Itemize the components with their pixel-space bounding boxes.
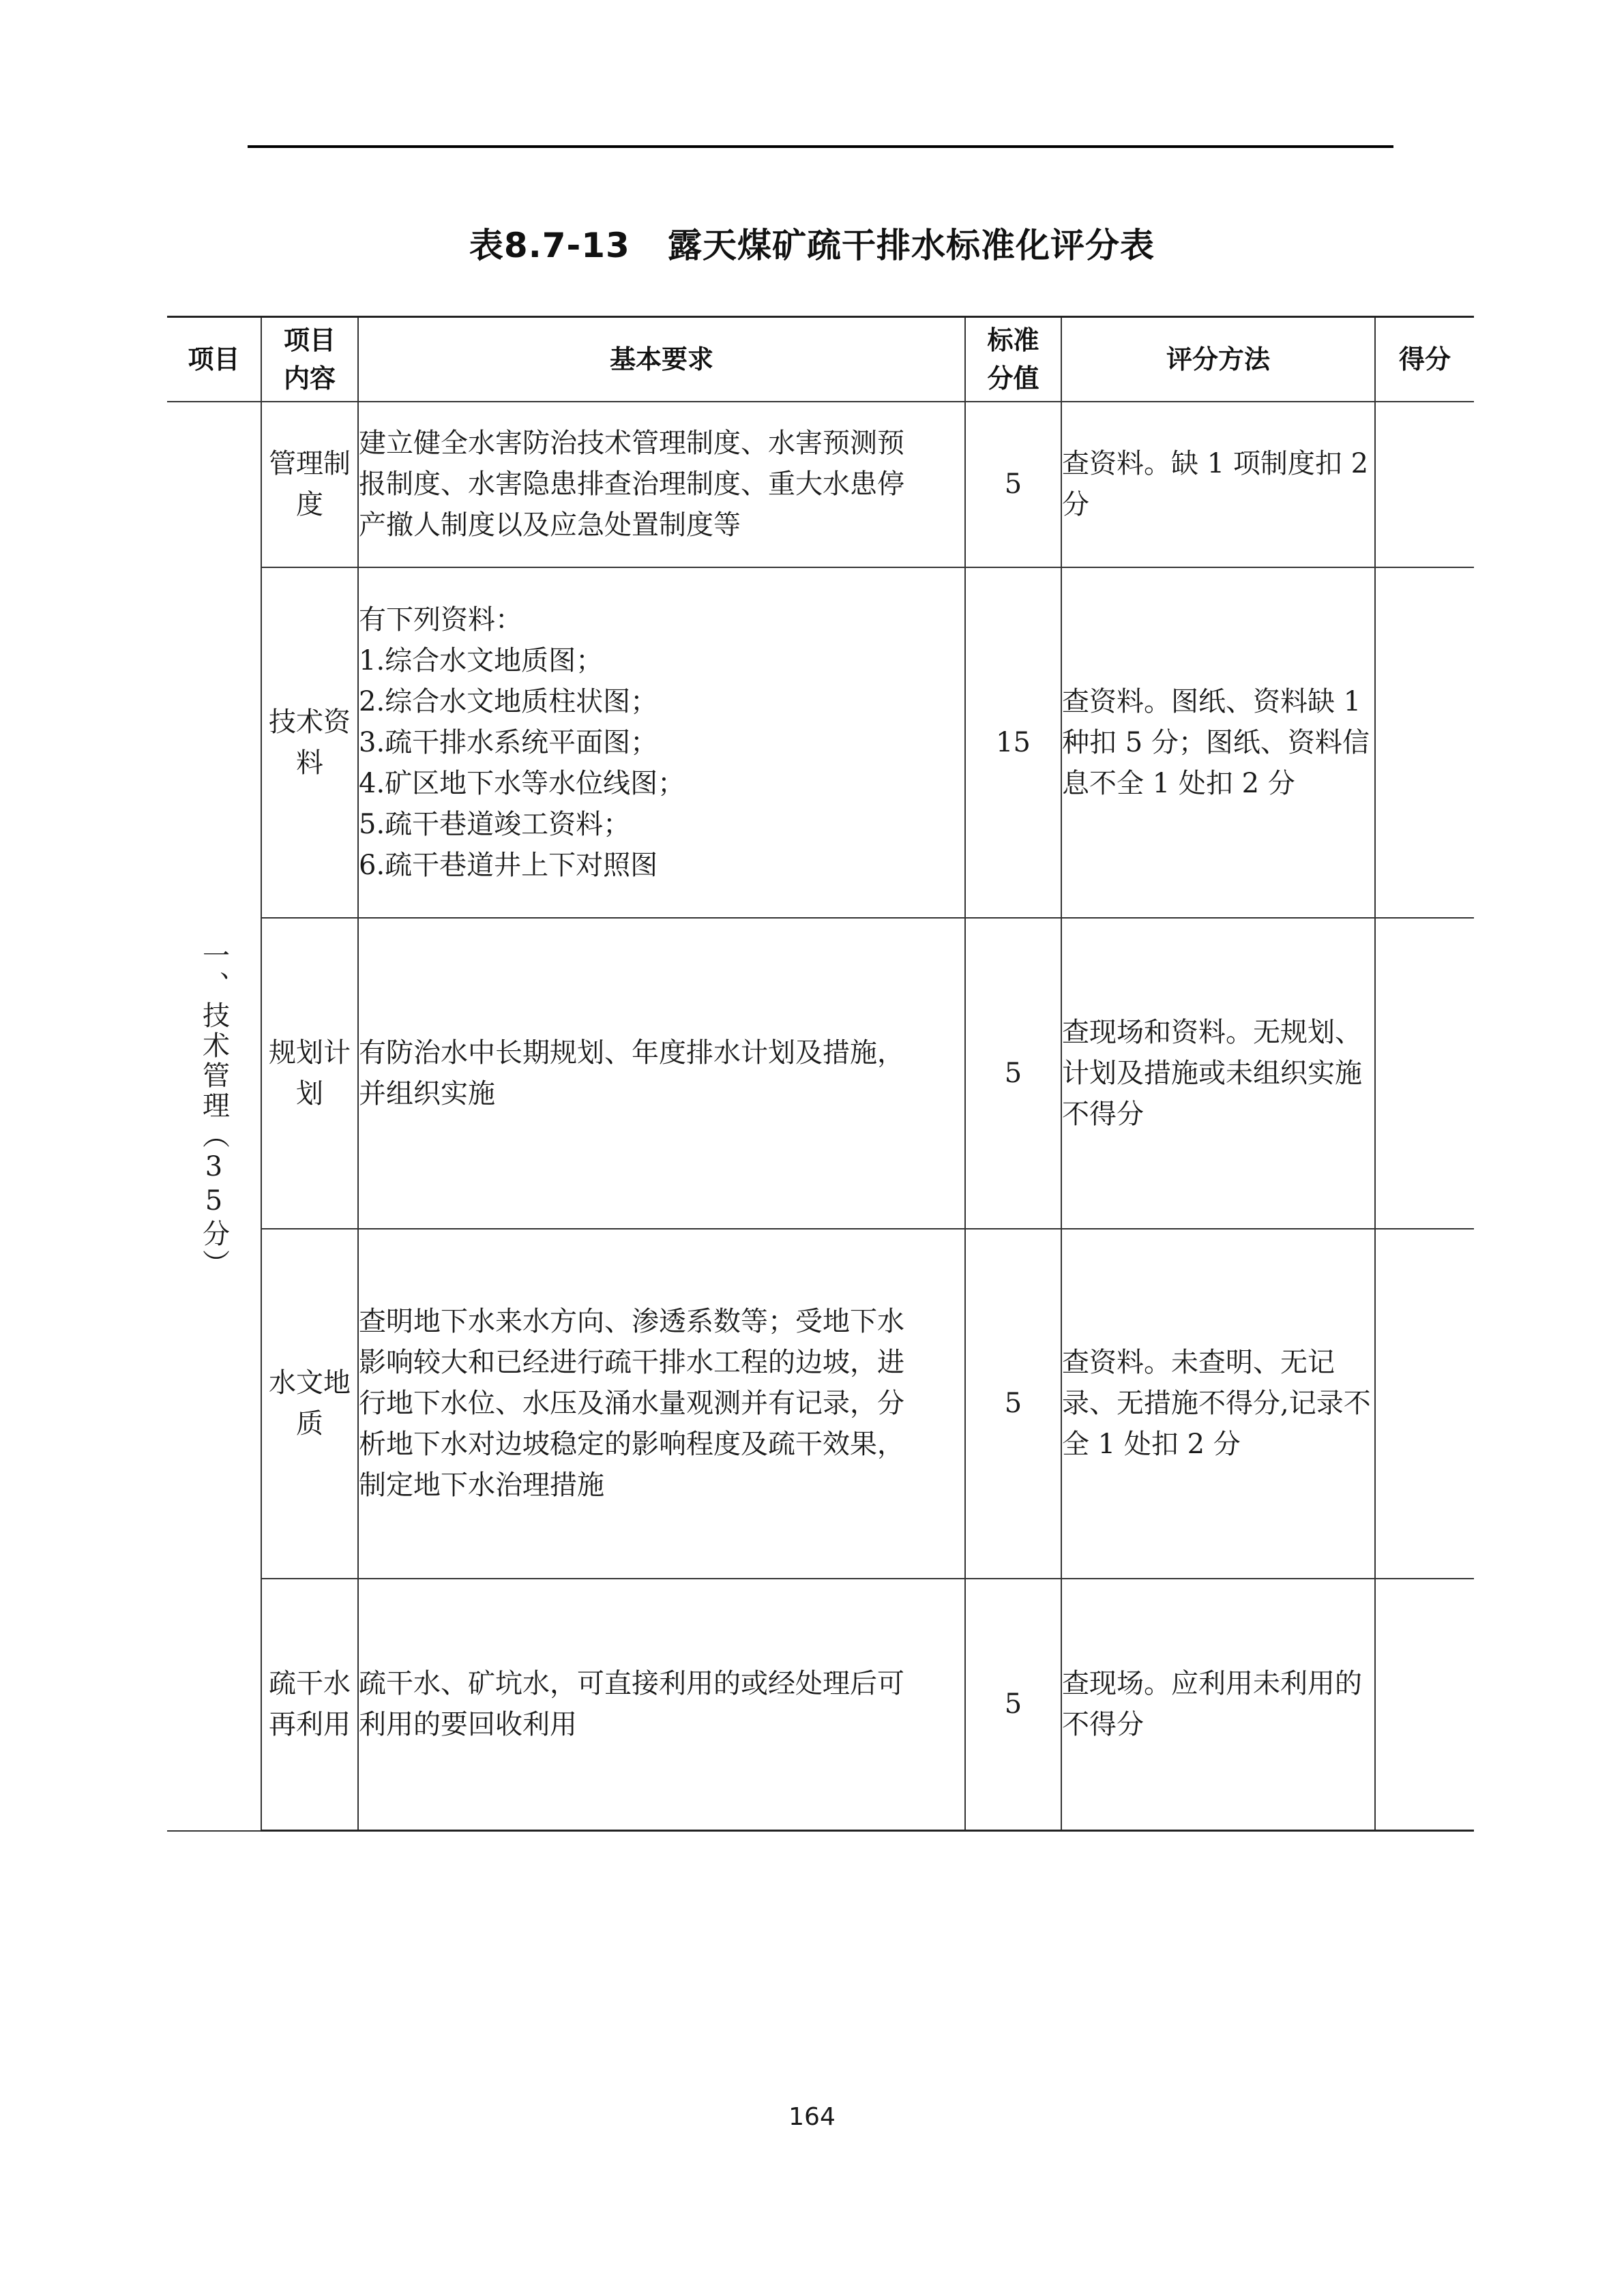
header-score: 得分 — [1375, 317, 1474, 402]
requirement-cell: 有下列资料： 1.综合水文地质图； 2.综合水文地质柱状图； 3.疏干排水系统平面图； 4.矿区地下水等水位线图； 5.疏干巷道竣工资料； 6.疏干巷道井上下对照图 — [358, 567, 965, 918]
score-cell[interactable] — [1375, 402, 1474, 567]
table-header-row — [167, 317, 1474, 402]
table-row — [167, 918, 1474, 1229]
header-category: 项目 — [167, 317, 261, 402]
score-cell[interactable] — [1375, 1579, 1474, 1831]
score-cell[interactable] — [1375, 567, 1474, 918]
table-row — [167, 1229, 1474, 1579]
table-row — [167, 1579, 1474, 1831]
standard-score-cell: 5 — [965, 1229, 1061, 1579]
method-cell: 查资料。缺 1 项制度扣 2 分 — [1061, 402, 1375, 567]
standard-score-cell: 5 — [965, 918, 1061, 1229]
requirement-cell: 查明地下水来水方向、渗透系数等；受地下水 影响较大和已经进行疏干排水工程的边坡，进 行地下水位、水压及涌水量观测并有记录，分 析地下水对边坡稳定的影响程度及疏干效果， 制定地下水治理措施 — [358, 1229, 965, 1579]
method-cell: 查现场。应利用未利用的不得分 — [1061, 1579, 1375, 1831]
header-rule — [248, 145, 1393, 148]
content-cell: 规划计划 — [261, 918, 358, 1229]
standard-score-cell: 5 — [965, 402, 1061, 567]
standard-score-cell: 15 — [965, 567, 1061, 918]
content-cell: 技术资料 — [261, 567, 358, 918]
score-cell[interactable] — [1375, 1229, 1474, 1579]
requirement-cell: 建立健全水害防治技术管理制度、水害预测预 报制度、水害隐患排查治理制度、重大水患停 产撤人制度以及应急处置制度等 — [358, 402, 965, 567]
header-method: 评分方法 — [1061, 317, 1375, 402]
requirement-cell: 有防治水中长期规划、年度排水计划及措施， 并组织实施 — [358, 918, 965, 1229]
content-cell: 管理制度 — [261, 402, 358, 567]
content-cell: 疏干水再利用 — [261, 1579, 358, 1831]
standard-score-cell: 5 — [965, 1579, 1061, 1831]
scoring-table — [167, 316, 1474, 1832]
page-number: 164 — [788, 2103, 836, 2131]
method-cell: 查资料。未查明、无记录、无措施不得分,记录不全 1 处扣 2 分 — [1061, 1229, 1375, 1579]
header-standard-score: 标准分值 — [965, 317, 1061, 402]
content-cell: 水文地质 — [261, 1229, 358, 1579]
score-cell[interactable] — [1375, 918, 1474, 1229]
method-cell: 查现场和资料。无规划、计划及措施或未组织实施不得分 — [1061, 918, 1375, 1229]
page-title: 表8.7-13 露天煤矿疏干排水标准化评分表 — [469, 226, 1155, 265]
header-requirement: 基本要求 — [358, 317, 965, 402]
table-row — [167, 567, 1474, 918]
requirement-cell: 疏干水、矿坑水，可直接利用的或经处理后可 利用的要回收利用 — [358, 1579, 965, 1831]
category-cell — [167, 402, 261, 1831]
category-label: 一、技术管理（35分） — [198, 941, 230, 1279]
header-content: 项目内容 — [261, 317, 358, 402]
method-cell: 查资料。图纸、资料缺 1 种扣 5 分；图纸、资料信息不全 1 处扣 2 分 — [1061, 567, 1375, 918]
table-row — [167, 402, 1474, 567]
